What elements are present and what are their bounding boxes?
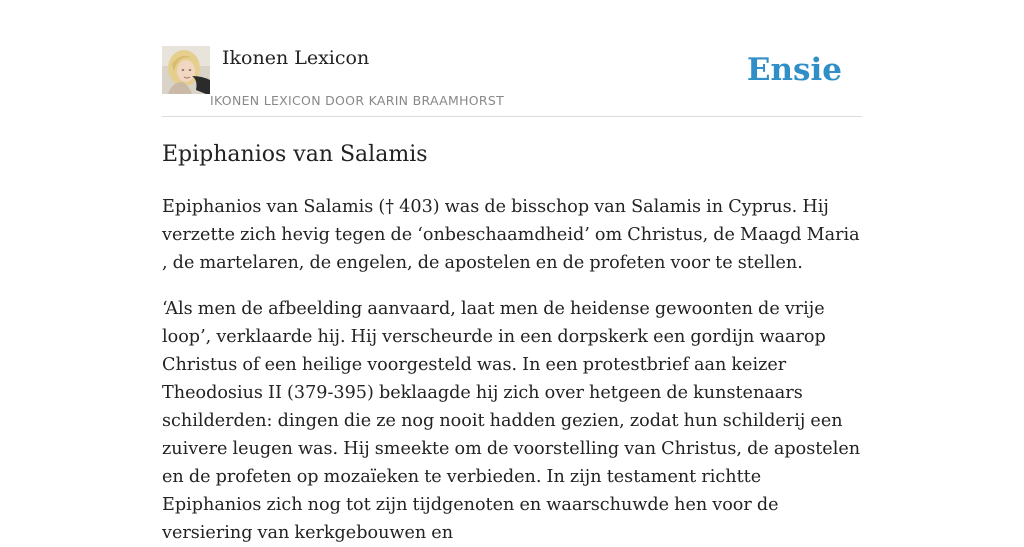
- article-title: Epiphanios van Salamis: [162, 142, 428, 167]
- author-avatar[interactable]: [162, 46, 210, 94]
- brand-logo-link[interactable]: Ensie: [746, 52, 842, 88]
- site-header: [162, 46, 862, 117]
- article: [162, 139, 862, 547]
- site-subtitle: IKONEN LEXICON DOOR KARIN BRAAMHORST: [210, 93, 505, 108]
- site-name[interactable]: Ikonen Lexicon: [222, 47, 370, 69]
- article-paragraph: Epiphanios van Salamis († 403) was de bisschop van Salamis in Cyprus. Hij verzette zich hevig tegen de ‘onbeschaamdheid’ om Christus, de Maagd Maria , de martelaren, de engelen, de apostelen en de profeten voor te stellen.: [162, 197, 860, 273]
- portrait-photo-icon: [162, 46, 210, 94]
- article-paragraph: ‘Als men de afbeelding aanvaard, laat men de heidense gewoonten de vrije loop’, verklaarde hij. Hij verscheurde in een dorpskerk een gordijn waarop Christus of een heilige voorgesteld was. In een protestbrief aan keizer Theodosius II (379-395) beklaagde hij zich over hetgeen de kunstenaars schilderden: dingen die ze nog nooit hadden gezien, zodat hun schilderij een zuivere leugen was. Hij smeekte om de voorstelling van Christus, de apostelen en de profeten op mozaïeken te verbieden. In zijn testament richtte Epiphanios zich nog tot zijn tijdgenoten en waarschuwde hen voor de versiering van kerkgebouwen en: [162, 299, 861, 543]
